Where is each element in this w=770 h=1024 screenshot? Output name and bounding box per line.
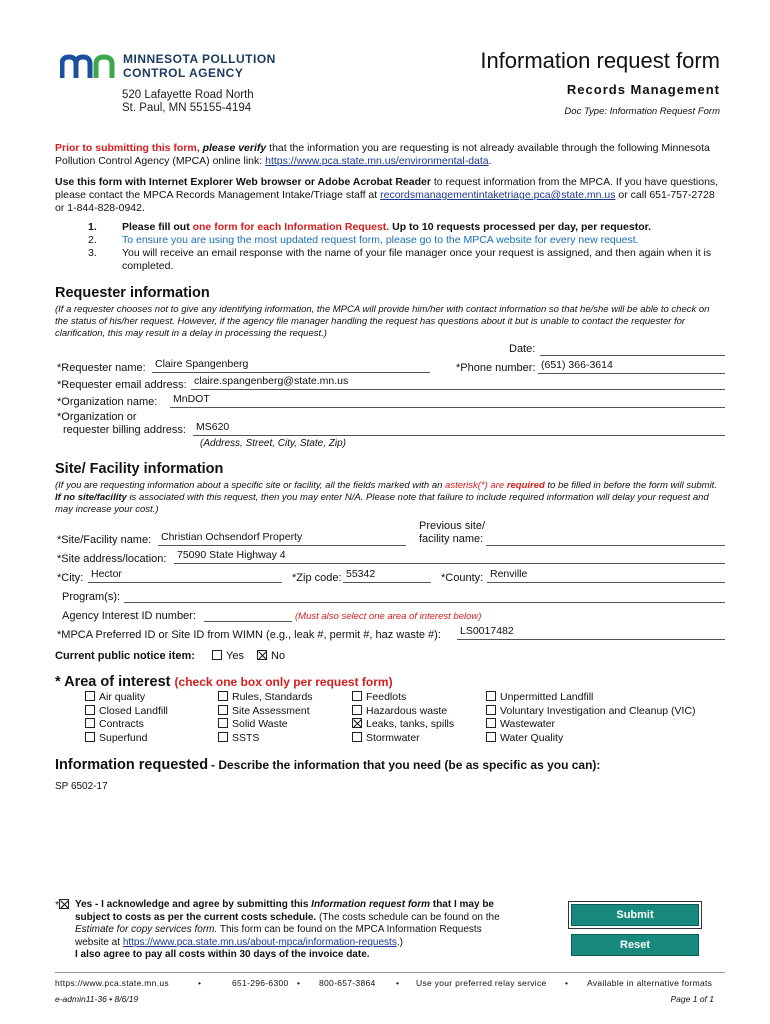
contact-text: to request information from the MPCA. If you have questions, please contact the MPCA Records Management Intake/Triage staff at bbox=[55, 176, 719, 201]
agency-id-label: Agency Interest ID number: bbox=[62, 610, 196, 622]
requester-email-field[interactable]: claire.spangenberg@state.mn.us bbox=[191, 375, 725, 390]
site-note: (If you are requesting information about a specific site or facility, all the fields marked with an asterisk(*) are required to be filled in before the form will submit. If no site/facility is associated with this request, then you may enter N/A. Please note that failure to include required information will delay your request and may increase your cost.) bbox=[55, 480, 717, 515]
site-address-label: *Site address/location: bbox=[57, 553, 167, 565]
mpca-logo bbox=[60, 52, 310, 82]
contact-phone: or call 651-757-2728 or 1-844-828-0942. bbox=[55, 189, 715, 214]
footer-bullet: • bbox=[396, 978, 400, 988]
zip-label: *Zip code: bbox=[292, 572, 342, 584]
area-option-checkbox[interactable] bbox=[486, 691, 496, 701]
requester-name-field[interactable]: Claire Spangenberg bbox=[152, 358, 430, 373]
area-option-checkbox[interactable] bbox=[352, 691, 362, 701]
agency-id-note: (Must also select one area of interest below) bbox=[295, 611, 482, 622]
programs-field[interactable] bbox=[124, 588, 725, 603]
area-option-checkbox[interactable] bbox=[85, 732, 95, 742]
site-heading: Site/ Facility information bbox=[55, 461, 224, 477]
intro-text: that the information you are requesting is not already available through the following Minnesota Pollution Control Agency (MPCA) online link: bbox=[55, 142, 710, 167]
area-option[interactable] bbox=[486, 732, 696, 746]
organization-field[interactable]: MnDOT bbox=[170, 393, 725, 408]
org-name-line2: CONTROL AGENCY bbox=[123, 66, 244, 80]
area-option-checkbox[interactable] bbox=[85, 691, 95, 701]
form-title: Information request form bbox=[480, 48, 720, 73]
area-option[interactable] bbox=[352, 691, 454, 705]
public-notice-no-checkbox[interactable] bbox=[257, 650, 267, 660]
area-option[interactable] bbox=[85, 732, 168, 746]
area-option-checkbox[interactable] bbox=[486, 732, 496, 742]
requester-note: (If a requester chooses not to give any identifying information, the MPCA will provide him/her with contact information so that he/she will be able to check on the status of his/her request. However, if the agency file manager handling the request has questions about it but is unable to contact the requester for clarification, this may result in a delay in processing the request.) bbox=[55, 304, 710, 339]
ack-text: Yes - I acknowledge and agree by submitting this Information request form that I may be subject to costs as per the current costs schedule. (The costs schedule can be found on the Estimate for copy services form. This form can be found on the MPCA Information Requests website at https://www.pca.state.mn.us/about-mpca/information-requests.) I also agree to pay all costs within 30 days of the invoice date. bbox=[75, 899, 500, 960]
area-option[interactable] bbox=[85, 691, 168, 705]
area-option[interactable] bbox=[352, 732, 454, 746]
footer-url[interactable]: https://www.pca.state.mn.us bbox=[55, 978, 169, 988]
billing-label-line2: requester billing address: bbox=[63, 424, 186, 436]
area-option-checkbox[interactable] bbox=[85, 705, 95, 715]
submit-button[interactable]: Submit bbox=[571, 904, 699, 926]
date-field[interactable] bbox=[540, 341, 725, 356]
area-option-label: Contracts bbox=[99, 718, 144, 730]
intro-paragraph-1: Prior to submitting this form, please verify that the information you are requesting is not already available through the following Minnesota Pollution Control Agency (MPCA) online link: https://www.pca.state.mn.us/environmental-data. bbox=[55, 142, 710, 167]
site-address-field[interactable]: 75090 State Highway 4 bbox=[174, 549, 725, 564]
city-label: *City: bbox=[57, 572, 84, 584]
billing-label-line1: *Organization or bbox=[57, 411, 137, 423]
info-requested-field[interactable]: SP 6502-17 bbox=[55, 781, 108, 792]
area-option-label: Voluntary Investigation and Cleanup (VIC) bbox=[500, 704, 696, 717]
city-field[interactable]: Hector bbox=[88, 568, 282, 583]
zip-field[interactable]: 55342 bbox=[343, 568, 431, 583]
area-option-label: Solid Waste bbox=[232, 718, 288, 730]
area-option[interactable] bbox=[218, 718, 313, 732]
billing-hint: (Address, Street, City, State, Zip) bbox=[200, 438, 346, 449]
area-option[interactable] bbox=[486, 705, 696, 719]
agency-id-field[interactable] bbox=[204, 607, 292, 622]
footer-relay: Use your preferred relay service bbox=[416, 978, 547, 988]
instructions-list: 1. Please fill out one form for each Information Request. Up to 10 requests processed per day, per requestor. 2. To ensure you are using the most updated request form, please go to the MPCA website for every new request. 3. You will receive an email response with the name of your file manager once your request is assigned, and then again when it is completed. bbox=[88, 221, 712, 272]
environmental-data-link[interactable]: https://www.pca.state.mn.us/environmental-data bbox=[265, 155, 489, 167]
footer-bullet: • bbox=[565, 978, 569, 988]
requester-name-label: *Requester name: bbox=[57, 362, 146, 374]
area-option-label: Stormwater bbox=[366, 731, 420, 744]
area-option-label: Leaks, tanks, spills bbox=[366, 718, 455, 730]
county-field[interactable]: Renville bbox=[487, 568, 725, 583]
area-column-3 bbox=[352, 691, 454, 745]
area-option-checkbox[interactable] bbox=[352, 705, 362, 715]
area-option-label: Rules, Standards bbox=[232, 691, 313, 703]
phone-label: *Phone number: bbox=[456, 362, 536, 374]
area-column-1 bbox=[85, 691, 168, 745]
area-option-label: Feedlots bbox=[366, 691, 407, 703]
area-column-2 bbox=[218, 691, 313, 745]
previous-site-label-line1: Previous site/ bbox=[419, 520, 486, 532]
footer-phone-2: 800-657-3864 bbox=[319, 978, 376, 988]
public-notice-label: Current public notice item: bbox=[55, 650, 195, 662]
requester-email-label: *Requester email address: bbox=[57, 379, 187, 391]
area-option[interactable] bbox=[218, 691, 313, 705]
wimn-id-field[interactable]: LS0017482 bbox=[457, 625, 725, 640]
area-option-checkbox[interactable] bbox=[218, 705, 228, 715]
area-option[interactable] bbox=[85, 705, 168, 719]
area-option-checkbox[interactable] bbox=[218, 691, 228, 701]
wimn-id-label: *MPCA Preferred ID or Site ID from WIMN (e.g., leak #, permit #, haz waste #): bbox=[57, 629, 441, 641]
footer-bullet: • bbox=[297, 978, 301, 988]
page-number: Page 1 of 1 bbox=[670, 994, 714, 1004]
area-option-checkbox[interactable] bbox=[218, 718, 228, 728]
form-id: e-admin11-36 • 8/6/19 bbox=[55, 994, 139, 1004]
area-option-checkbox[interactable] bbox=[486, 718, 496, 728]
area-option-checkbox[interactable] bbox=[352, 718, 362, 728]
ack-asterisk: * bbox=[55, 899, 60, 911]
intro-warning: Prior to submitting this form, bbox=[55, 142, 200, 154]
area-option-label: Hazardous waste bbox=[366, 704, 448, 717]
area-option-checkbox[interactable] bbox=[352, 732, 362, 742]
browser-note: Use this form with Internet Explorer Web browser or Adobe Acrobat Reader bbox=[55, 176, 431, 188]
intro-verify: please verify bbox=[202, 142, 267, 154]
org-address-line2: St. Paul, MN 55155-4194 bbox=[122, 102, 252, 114]
area-option-label: Site Assessment bbox=[232, 704, 310, 717]
footer-divider bbox=[55, 972, 725, 973]
public-notice-no[interactable]: No bbox=[257, 650, 285, 662]
info-requests-link[interactable]: https://www.pca.state.mn.us/about-mpca/information-requests bbox=[122, 936, 397, 948]
area-option-label: Closed Landfill bbox=[99, 704, 168, 717]
records-email-link[interactable]: recordsmanagementintaketriage.pca@state.mn.us bbox=[380, 189, 616, 201]
info-heading: Information requested - Describe the information that you need (be as specific as you can): bbox=[55, 757, 601, 773]
area-heading: * Area of interest (check one box only per request form) bbox=[55, 674, 393, 690]
area-option[interactable] bbox=[218, 732, 313, 746]
footer-formats: Available in alternative formats bbox=[587, 978, 713, 988]
area-option-checkbox[interactable] bbox=[486, 705, 496, 715]
footer-bullet: • bbox=[198, 978, 202, 988]
footer-phone-1: 651-296-6300 bbox=[232, 978, 289, 988]
area-option-label: Wastewater bbox=[500, 718, 556, 730]
requester-heading: Requester information bbox=[55, 285, 210, 301]
programs-label: Program(s): bbox=[62, 591, 121, 603]
site-name-label: *Site/Facility name: bbox=[57, 534, 152, 546]
area-option-label: Air quality bbox=[99, 691, 146, 703]
public-notice-yes-checkbox[interactable] bbox=[212, 650, 222, 660]
area-option-label: Unpermitted Landfill bbox=[500, 691, 594, 703]
area-option-label: SSTS bbox=[232, 731, 260, 744]
area-option[interactable] bbox=[486, 718, 696, 732]
area-option[interactable] bbox=[486, 691, 696, 705]
area-option-label: Water Quality bbox=[500, 731, 564, 744]
area-column-4 bbox=[486, 691, 696, 745]
org-name-line1: MINNESOTA POLLUTION bbox=[123, 52, 276, 66]
phone-field[interactable]: (651) 366-3614 bbox=[538, 359, 725, 374]
ack-checkbox-wrap[interactable] bbox=[59, 899, 73, 911]
site-name-field[interactable]: Christian Ochsendorf Property bbox=[158, 531, 406, 546]
public-notice-yes[interactable]: Yes bbox=[212, 650, 244, 662]
area-option[interactable] bbox=[85, 718, 168, 732]
area-option-label: Superfund bbox=[99, 731, 148, 744]
area-option[interactable] bbox=[352, 705, 454, 719]
ack-checkbox[interactable] bbox=[59, 899, 69, 909]
county-label: *County: bbox=[441, 572, 484, 584]
form-subtitle: Records Management bbox=[566, 82, 720, 97]
org-address-line1: 520 Lafayette Road North bbox=[122, 89, 254, 101]
doc-type: Doc Type: Information Request Form bbox=[564, 106, 720, 117]
billing-address-field[interactable]: MS620 bbox=[193, 421, 725, 436]
area-option[interactable] bbox=[218, 705, 313, 719]
previous-site-field[interactable] bbox=[486, 531, 725, 546]
intro-paragraph-2 bbox=[55, 176, 720, 215]
reset-button[interactable]: Reset bbox=[571, 934, 699, 956]
area-option-checkbox[interactable] bbox=[85, 718, 95, 728]
date-label: Date: bbox=[509, 343, 536, 355]
previous-site-label-line2: facility name: bbox=[419, 533, 484, 545]
organization-label: *Organization name: bbox=[57, 396, 158, 408]
mpca-logo-mark-icon bbox=[60, 54, 118, 80]
area-option[interactable] bbox=[352, 718, 454, 732]
area-option-checkbox[interactable] bbox=[218, 732, 228, 742]
